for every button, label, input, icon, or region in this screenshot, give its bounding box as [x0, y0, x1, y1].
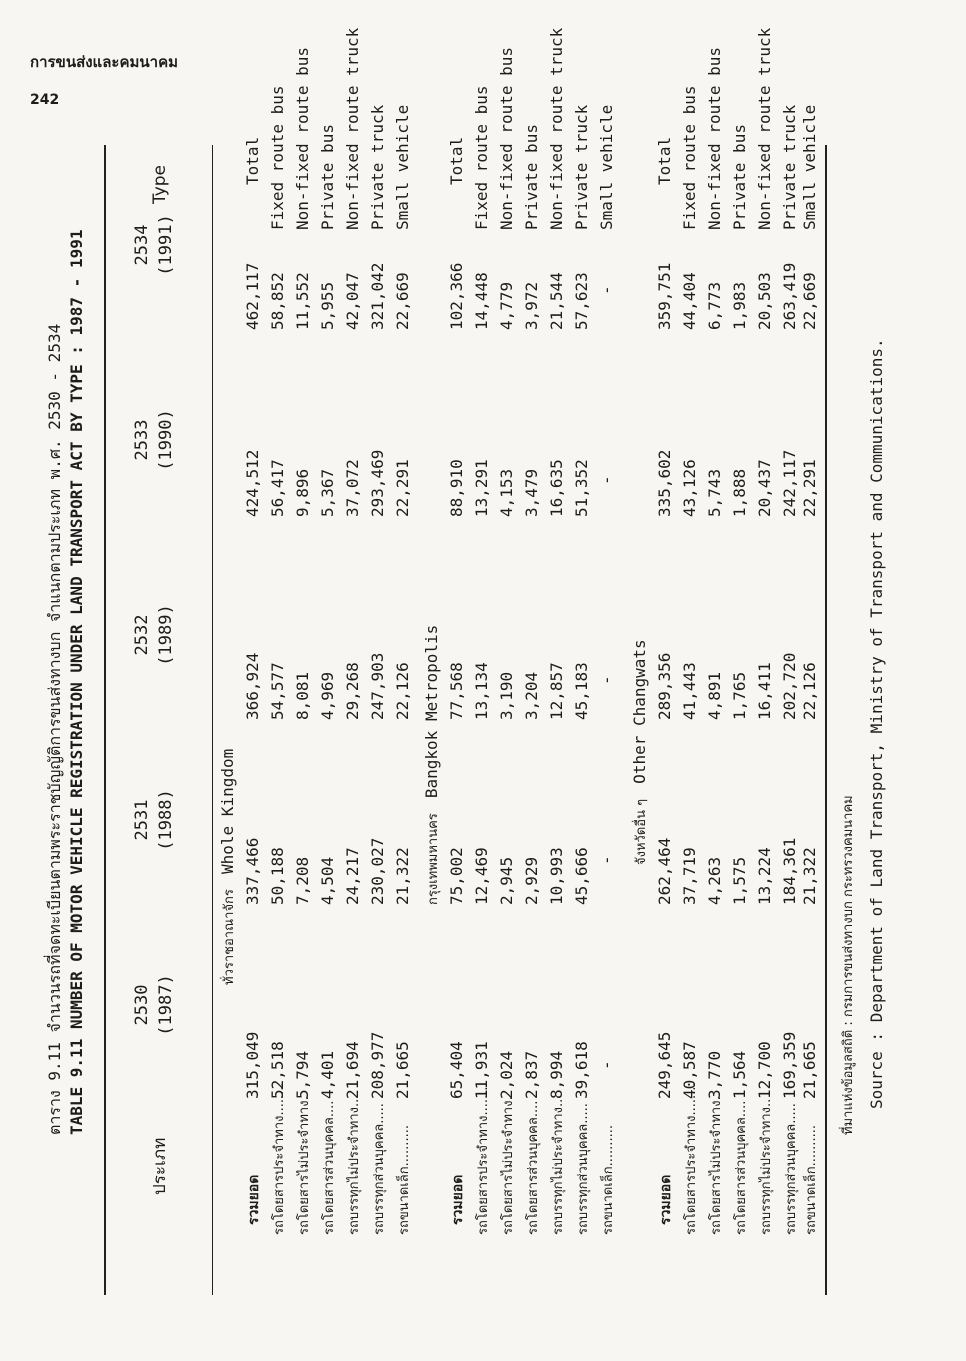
page-header [30, 50, 178, 108]
row-label-english: Small vehicle [393, 104, 412, 230]
cell: 359,751 [655, 262, 674, 330]
cell: 44,404 [680, 272, 699, 330]
cell: 242,117 [780, 449, 799, 517]
row-label-thai: รวมยอด [450, 1174, 466, 1225]
row-label-english: Total [447, 136, 466, 185]
source-note-english: Source : Department of Land Transport, Ministry of Transport and Communications. [867, 338, 886, 1109]
cell: 21,544 [547, 272, 566, 330]
cell: 2,024 [497, 1050, 516, 1099]
cell: 22,669 [393, 272, 412, 330]
cell: 54,577 [268, 662, 287, 720]
cell: 21,322 [393, 847, 412, 905]
column-header-type-thai: ประเภท [150, 1137, 170, 1195]
cell: 262,464 [655, 837, 674, 905]
cell: 102,366 [447, 262, 466, 330]
cell: 16,411 [755, 662, 774, 720]
chapter-title: การขนส่งและคมนาคม [30, 53, 178, 71]
row-label-thai: รถโดยสารประจำทาง........ [684, 1082, 699, 1235]
page-number: 242 [30, 92, 60, 108]
cell: 1,575 [730, 856, 749, 905]
cell: 4,153 [497, 468, 516, 517]
cell: 13,224 [755, 847, 774, 905]
column-header-year [130, 380, 178, 500]
table-row [243, 136, 268, 1335]
cell: 184,361 [780, 837, 799, 905]
row-label-thai: รถโดยสารไม่ประจำทาง. [297, 1096, 312, 1235]
row-label-english: Small vehicle [800, 104, 819, 230]
section-heading-english: Bangkok Metropolis [422, 624, 441, 799]
cell: 3,479 [522, 468, 541, 517]
cell: 4,969 [318, 671, 337, 720]
cell: 65,404 [447, 1041, 466, 1099]
table-row [730, 124, 755, 1335]
source-note-thai: ที่มาแห่งข้อมูลสถิติ : กรมการขนส่งทางบก กระทรวงคมนาคม [841, 795, 856, 1135]
section-heading-thai: กรุงเทพมหานคร [426, 813, 441, 905]
table-row [572, 104, 597, 1335]
cell: 37,719 [680, 847, 699, 905]
cell: 208,977 [368, 1031, 387, 1099]
row-label-english: Non-fixed route bus [705, 46, 724, 230]
row-label-english: Total [243, 136, 262, 185]
cell: - [597, 675, 616, 685]
column-header-year [130, 945, 178, 1065]
cell: 45,666 [572, 847, 591, 905]
cell: 22,669 [800, 272, 819, 330]
cell: 22,126 [800, 662, 819, 720]
cell: 321,042 [368, 262, 387, 330]
cell: 14,448 [472, 272, 491, 330]
cell: 12,857 [547, 662, 566, 720]
cell: 21,694 [343, 1041, 362, 1099]
cell: 6,773 [705, 281, 724, 330]
row-label-english: Private bus [522, 124, 541, 230]
cell: 21,322 [800, 847, 819, 905]
cell: 4,401 [318, 1050, 337, 1099]
cell: 462,117 [243, 262, 262, 330]
row-label-english: Non-fixed route bus [293, 46, 312, 230]
cell: 1,983 [730, 281, 749, 330]
column-header-year [130, 760, 178, 880]
cell: 4,263 [705, 856, 724, 905]
cell: 45,183 [572, 662, 591, 720]
cell: 13,134 [472, 662, 491, 720]
table-bottom-rule [825, 145, 827, 1295]
cell: 315,049 [243, 1031, 262, 1099]
row-label-english: Non-fixed route truck [547, 27, 566, 230]
cell: 10,993 [547, 847, 566, 905]
cell: 42,047 [343, 272, 362, 330]
cell: 293,469 [368, 449, 387, 517]
cell: 2,929 [522, 856, 541, 905]
cell: 75,002 [447, 847, 466, 905]
cell: 12,700 [755, 1041, 774, 1099]
cell: 1,765 [730, 671, 749, 720]
row-label-english: Private truck [572, 104, 591, 230]
cell: 1,564 [730, 1050, 749, 1099]
row-label-english: Non-fixed route truck [755, 27, 774, 230]
cell: 56,417 [268, 459, 287, 517]
cell: 13,291 [472, 459, 491, 517]
year-en: (1990) [156, 409, 176, 471]
table-row [597, 104, 622, 1335]
cell: 39,618 [572, 1041, 591, 1099]
row-label-thai: รถขนาดเล็ก.......... [397, 1125, 412, 1235]
column-header-year [130, 575, 178, 695]
row-label-thai: รถโดยสารส่วนบุคคล.... [734, 1100, 749, 1235]
cell: 169,359 [780, 1031, 799, 1099]
column-header-type-english: Type [150, 165, 170, 205]
section-heading [422, 625, 443, 905]
cell: 8,081 [293, 671, 312, 720]
table-row [318, 124, 343, 1335]
cell: 88,910 [447, 459, 466, 517]
cell: 230,027 [368, 837, 387, 905]
cell: 366,924 [243, 652, 262, 720]
section-heading-english: Other Changwats [630, 639, 649, 784]
year-en: (1989) [156, 604, 176, 666]
year-th: 2534 [132, 224, 152, 266]
cell: 3,204 [522, 671, 541, 720]
cell: 5,367 [318, 468, 337, 517]
cell: 20,503 [755, 272, 774, 330]
cell: 3,770 [705, 1050, 724, 1099]
cell: - [597, 475, 616, 485]
cell: 8,994 [547, 1050, 566, 1099]
year-th: 2533 [132, 419, 152, 461]
row-label-thai: รถโดยสารส่วนบุคคล.... [526, 1100, 541, 1235]
cell: 21,665 [393, 1041, 412, 1099]
row-label-english: Private truck [780, 104, 799, 230]
cell: 41,443 [680, 662, 699, 720]
section-heading-thai: จังหวัดอื่น ๆ [634, 798, 649, 865]
year-th: 2532 [132, 614, 152, 656]
cell: 9,896 [293, 468, 312, 517]
cell: - [597, 855, 616, 865]
cell: 58,852 [268, 272, 287, 330]
row-label-thai: รถโดยสารประจำทาง........ [476, 1082, 491, 1235]
cell: 21,665 [800, 1041, 819, 1099]
cell: 1,888 [730, 468, 749, 517]
row-label-thai: รถโดยสารส่วนบุคคล.... [322, 1100, 337, 1235]
source-note [835, 338, 891, 1135]
cell: 20,437 [755, 459, 774, 517]
table-row [472, 85, 497, 1335]
cell: 263,419 [780, 262, 799, 330]
table-row [343, 27, 368, 1335]
table-title-thai: ตาราง 9.11 จำนวนรถที่จดทะเบียนตามพระราชบัญญัติการขนส่งทางบก จำแนกตามประเภท พ.ศ. 2530 - 2534 [45, 323, 64, 1135]
cell: 50,188 [268, 847, 287, 905]
cell: 22,291 [800, 459, 819, 517]
cell: 424,512 [243, 449, 262, 517]
table-title [44, 230, 88, 1135]
cell: 22,126 [393, 662, 412, 720]
table-header-rule [212, 145, 213, 1295]
section-heading [630, 639, 651, 865]
cell: 5,743 [705, 468, 724, 517]
row-label-thai: รถโดยสารไม่ประจำทาง. [501, 1096, 516, 1235]
cell: 29,268 [343, 662, 362, 720]
table-row [655, 136, 680, 1335]
cell: 2,837 [522, 1050, 541, 1099]
row-label-thai: รถโดยสารไม่ประจำทาง. [709, 1096, 724, 1235]
table-row [680, 85, 705, 1335]
table-row [497, 46, 522, 1335]
cell: 40,587 [680, 1041, 699, 1099]
cell: 337,466 [243, 837, 262, 905]
section-heading-english: Whole Kingdom [218, 748, 237, 874]
table-row [705, 46, 730, 1335]
cell: 52,518 [268, 1041, 287, 1099]
row-label-thai: รถบรรทุกไม่ประจำทาง.. [759, 1098, 774, 1235]
year-en: (1988) [156, 789, 176, 851]
row-label-thai: รถบรรทุกส่วนบุคคล..... [372, 1103, 387, 1235]
cell: 289,356 [655, 652, 674, 720]
table-row [447, 136, 472, 1335]
cell: 12,469 [472, 847, 491, 905]
table-row [393, 104, 418, 1335]
row-label-english: Total [655, 136, 674, 185]
cell: 5,794 [293, 1050, 312, 1099]
row-label-english: Private bus [730, 124, 749, 230]
table-row [522, 124, 547, 1335]
cell: 11,552 [293, 272, 312, 330]
year-th: 2531 [132, 799, 152, 841]
row-label-english: Non-fixed route bus [497, 46, 516, 230]
table-row [755, 27, 780, 1335]
cell: 5,955 [318, 281, 337, 330]
year-en: (1991) [156, 214, 176, 276]
row-label-english: Fixed route bus [268, 85, 287, 230]
row-label-thai: รวมยอด [246, 1174, 262, 1225]
table-row [368, 104, 393, 1335]
cell: 16,635 [547, 459, 566, 517]
cell: 57,623 [572, 272, 591, 330]
row-label-english: Fixed route bus [680, 85, 699, 230]
table-row [547, 27, 572, 1335]
row-label-english: Private truck [368, 104, 387, 230]
row-label-thai: รถขนาดเล็ก.......... [601, 1125, 616, 1235]
table-row [293, 46, 318, 1335]
row-label-thai: รถบรรทุกส่วนบุคคล..... [576, 1103, 591, 1235]
cell: - [597, 1060, 616, 1070]
table-top-rule [104, 145, 106, 1295]
cell: 4,891 [705, 671, 724, 720]
section-heading [218, 749, 239, 985]
section-heading-thai: ทั่วราชอาณาจักร [222, 889, 237, 985]
cell: - [597, 285, 616, 295]
cell: 2,945 [497, 856, 516, 905]
cell: 22,291 [393, 459, 412, 517]
table-row [268, 85, 293, 1335]
column-header-year [130, 185, 178, 305]
row-label-thai: รถบรรทุกไม่ประจำทาง.. [347, 1098, 362, 1235]
row-label-english: Fixed route bus [472, 85, 491, 230]
cell: 202,720 [780, 652, 799, 720]
table-title-english: TABLE 9.11 NUMBER OF MOTOR VEHICLE REGISTRATION UNDER LAND TRANSPORT ACT BY TYPE : 1987 - 1991 [67, 229, 86, 1135]
cell: 3,972 [522, 281, 541, 330]
cell: 7,208 [293, 856, 312, 905]
row-label-thai: รถบรรทุกไม่ประจำทาง.. [551, 1098, 566, 1235]
cell: 43,126 [680, 459, 699, 517]
table-row [800, 104, 825, 1335]
row-label-thai: รถโดยสารประจำทาง........ [272, 1082, 287, 1235]
year-en: (1987) [156, 974, 176, 1036]
cell: 37,072 [343, 459, 362, 517]
year-th: 2530 [132, 984, 152, 1026]
cell: 249,645 [655, 1031, 674, 1099]
cell: 4,779 [497, 281, 516, 330]
row-label-thai: รถบรรทุกส่วนบุคคล..... [784, 1103, 799, 1235]
cell: 51,352 [572, 459, 591, 517]
cell: 77,568 [447, 662, 466, 720]
row-label-english: Non-fixed route truck [343, 27, 362, 230]
cell: 11,931 [472, 1041, 491, 1099]
cell: 3,190 [497, 671, 516, 720]
row-label-english: Private bus [318, 124, 337, 230]
row-label-thai: รถขนาดเล็ก.......... [804, 1125, 819, 1235]
cell: 4,504 [318, 856, 337, 905]
cell: 24,217 [343, 847, 362, 905]
cell: 335,602 [655, 449, 674, 517]
cell: 247,903 [368, 652, 387, 720]
row-label-thai: รวมยอด [658, 1174, 674, 1225]
row-label-english: Small vehicle [597, 104, 616, 230]
